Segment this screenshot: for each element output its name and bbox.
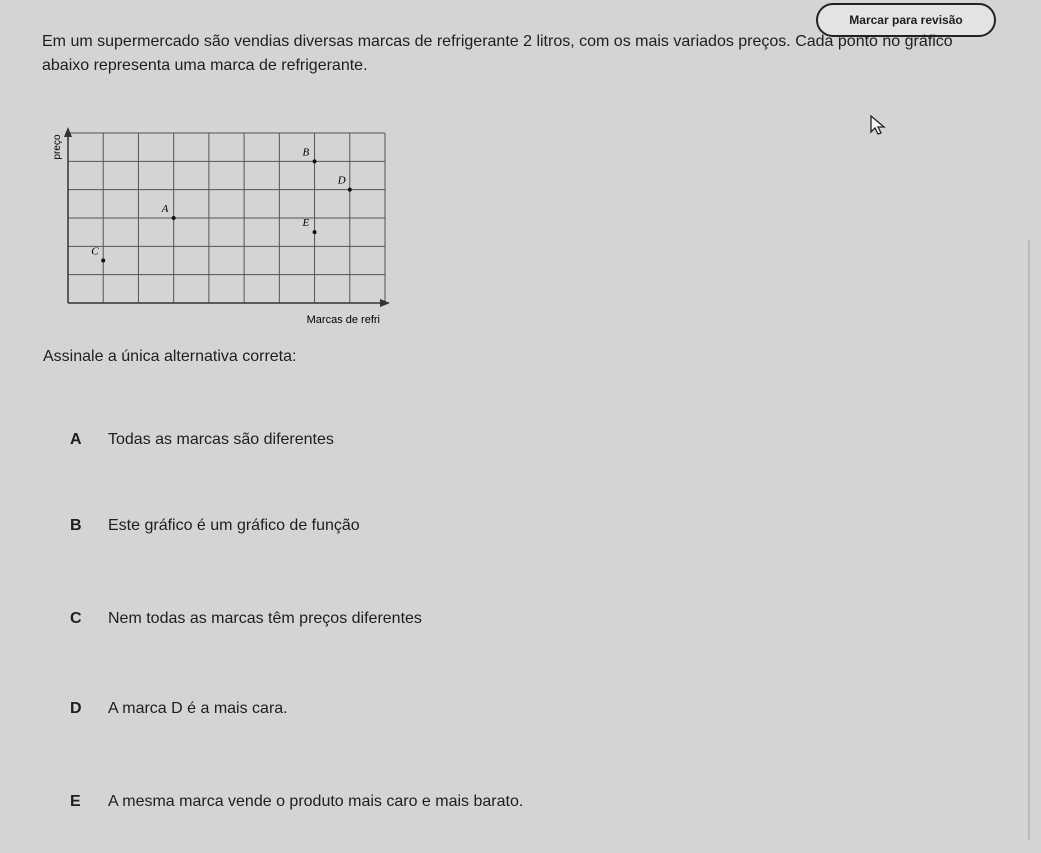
option-text: A marca D é a mais cara.	[108, 700, 288, 717]
option-b[interactable]	[70, 511, 670, 541]
y-axis-label: preço	[52, 134, 63, 160]
option-text: Nem todas as marcas têm preços diferentes	[108, 610, 422, 627]
point-e	[313, 230, 317, 234]
point-d	[348, 188, 352, 192]
chart-grid	[68, 133, 385, 303]
page-divider	[1028, 240, 1030, 840]
option-e[interactable]	[70, 787, 670, 817]
option-letter: C	[70, 610, 82, 627]
point-label-b: B	[302, 146, 310, 159]
instruction-text: Assinale a única alternativa correta:	[43, 348, 297, 365]
price-chart	[40, 125, 400, 335]
option-text: Este gráfico é um gráfico de função	[108, 517, 360, 534]
option-c[interactable]	[70, 604, 670, 634]
option-letter: E	[70, 793, 81, 810]
point-c	[101, 259, 105, 263]
option-a[interactable]	[70, 425, 670, 455]
chart-axes	[64, 127, 390, 307]
option-d[interactable]	[70, 694, 670, 724]
point-label-a: A	[161, 203, 169, 215]
point-label-d: D	[337, 174, 346, 187]
point-label-e: E	[302, 217, 310, 230]
option-letter: D	[70, 700, 82, 717]
question-text: Em um supermercado são vendias diversas marcas de refrigerante 2 litros, com os mais variados preços. Cada ponto no gráfico abaixo representa uma marca de refrigerante.	[42, 33, 953, 74]
mark-for-review-button[interactable]: Marcar para revisão	[816, 3, 996, 37]
option-letter: A	[70, 431, 82, 448]
option-text: Todas as marcas são diferentes	[108, 431, 334, 448]
point-b	[313, 159, 317, 163]
option-text: A mesma marca vende o produto mais caro e mais barato.	[108, 793, 524, 810]
x-axis-label: Marcas de refri	[306, 314, 380, 326]
mouse-pointer-icon	[869, 114, 887, 136]
chart-points	[91, 146, 352, 262]
option-letter: B	[70, 517, 82, 534]
point-label-c: C	[91, 245, 99, 258]
point-a	[172, 216, 176, 220]
